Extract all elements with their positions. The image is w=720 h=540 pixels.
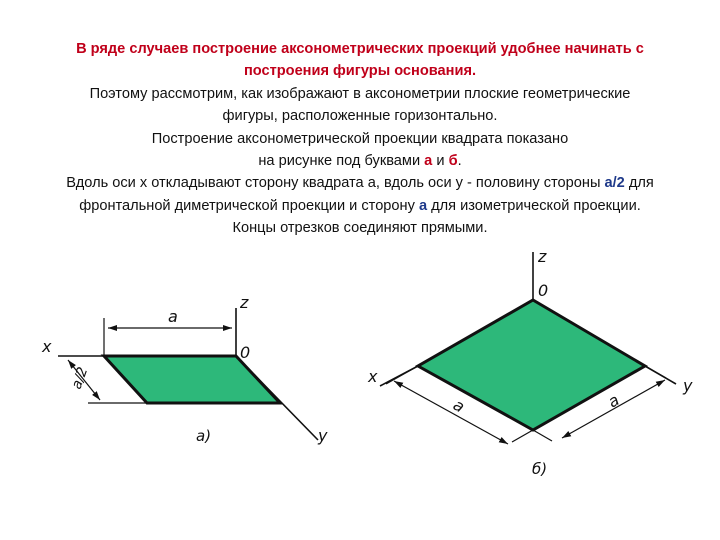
label-z-left: z <box>240 293 249 312</box>
label-origin-left: 0 <box>240 343 251 362</box>
label-dim-half: a/2 <box>68 365 92 392</box>
extension-line <box>645 366 666 378</box>
text-line-6-start: на рисунке под буквами <box>258 153 425 170</box>
label-z-right: z <box>538 247 547 266</box>
text-line-6-end: . <box>457 153 462 170</box>
text-line-7-start: Вдоль оси х откладывают сторону квадрата а, вдоль оси у - половину стороны <box>66 175 605 192</box>
extension-line <box>386 366 418 384</box>
text-letter-a: а <box>424 153 433 170</box>
text-letter-b: б <box>448 153 458 170</box>
label-origin-right: 0 <box>538 281 549 300</box>
caption-a: а) <box>196 427 212 445</box>
label-y-left: y <box>318 426 328 445</box>
label-dim-a-left-right: a <box>450 395 468 417</box>
figure-a <box>58 308 318 440</box>
square-dimetric <box>104 356 280 403</box>
text-and: и <box>432 153 449 170</box>
text-line-1: В ряде случаев построение аксонометрических проекций удобнее начинать с <box>76 41 644 57</box>
text-line-4: фигуры, расположенные горизонтально. <box>222 108 498 125</box>
text-half-side: а/2 <box>604 175 625 192</box>
text-side-a: а <box>418 197 428 214</box>
text-line-2: построения фигуры основания. <box>243 63 477 80</box>
extension-line <box>533 430 552 441</box>
text-line-8-start: фронтальной диметрической проекции и сторону <box>79 197 419 214</box>
label-dim-a-left: a <box>168 307 178 326</box>
text-line-3: Поэтому рассмотрим, как изображают в аксонометрии плоские геометрические <box>89 85 631 102</box>
text-line-9: Концы отрезков соединяют прямыми. <box>232 220 488 237</box>
caption-b: б) <box>532 460 548 478</box>
text-line-8-end: для изометрической проекции. <box>427 197 641 214</box>
label-dim-a-right-right: a <box>604 390 623 412</box>
label-y-right: y <box>683 376 693 395</box>
figure-b <box>380 252 676 444</box>
text-line-7-end: для <box>624 175 654 192</box>
text-line-5: Построение аксонометрической проекции квадрата показано <box>151 130 569 147</box>
label-x-left: x <box>42 337 52 356</box>
label-x-right: x <box>368 367 378 386</box>
extension-line <box>512 430 533 442</box>
